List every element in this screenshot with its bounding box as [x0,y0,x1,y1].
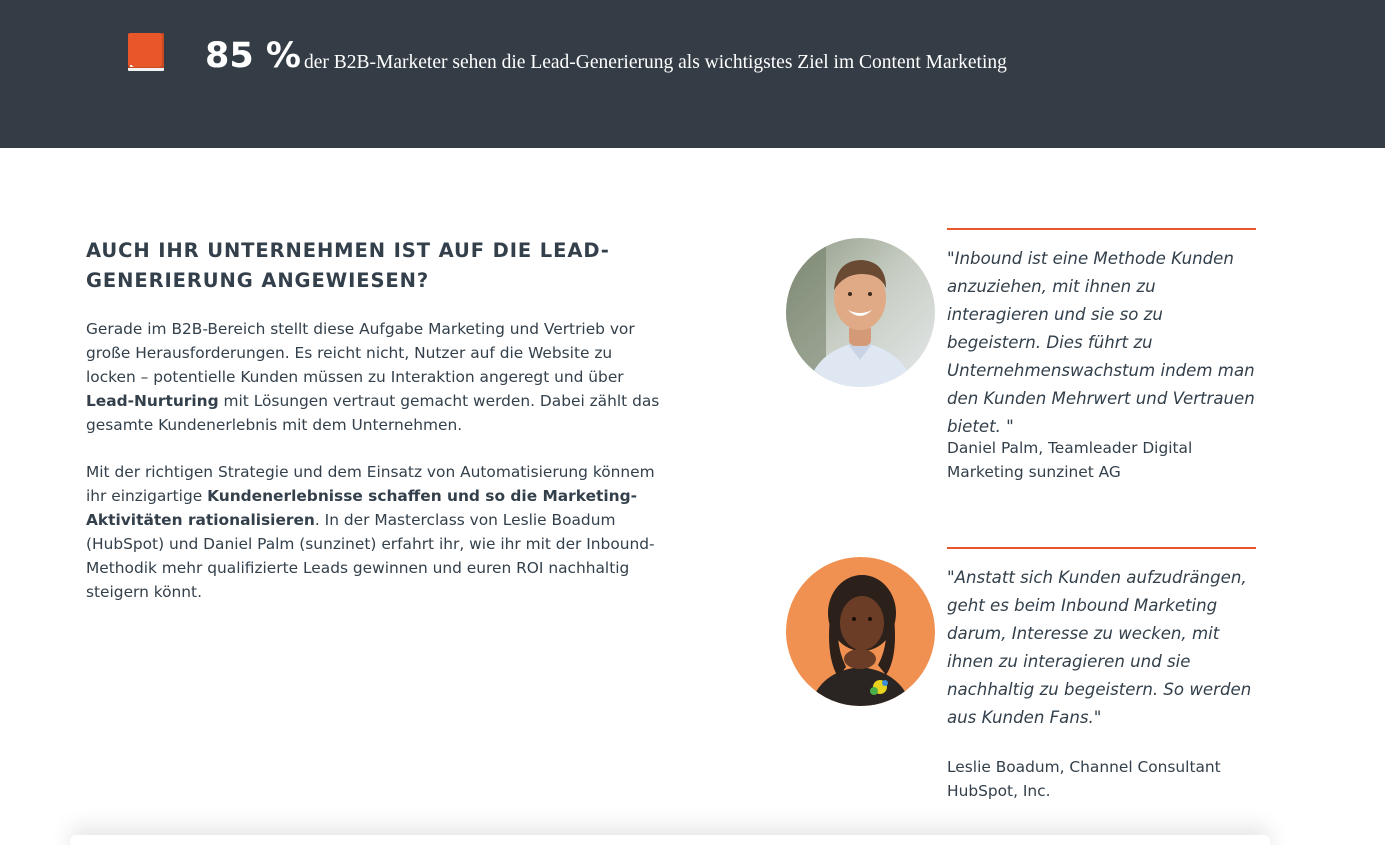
paragraph-text: . In der Masterclass von Leslie Boadum (HubSpot) und Daniel Palm (sunzinet) erfahrt ihr, wie ihr mit der Inbound-Methodik mehr qualifizierte Leads gewinnen und euren ROI nachhaltig steigern könnt. [86,511,655,601]
accent-divider [947,547,1256,549]
testimonial-quote: "Inbound ist eine Methode Kunden anzuziehen, mit ihnen zu interagieren und sie so zu begeistern. Dies führt zu Unternehmenswachstum indem man den Kunden Mehrwert und Vertrauen bietet. " [947,249,1255,436]
testimonial-quote: "Anstatt sich Kunden aufzudrängen, geht es beim Inbound Marketing darum, Interesse zu wecken, mit ihnen zu interagieren und sie nachhaltig zu begeistern. So werden aus Kunden Fans." [947,568,1252,727]
next-section-card [70,835,1270,845]
avatar [786,238,935,387]
testimonial-author: Leslie Boadum, Channel Consultant HubSpot, Inc. [947,758,1221,800]
book-icon [127,31,165,72]
stat-description: der B2B-Marketer sehen die Lead-Generierung als wichtigstes Ziel im Content Marketing [304,52,1007,73]
paragraph-bold-text: Lead-Nurturing [86,392,219,410]
stat-banner [0,0,1385,148]
testimonial-author: Daniel Palm, Teamleader Digital Marketing sunzinet AG [947,439,1193,481]
testimonial-leslie-boadum [786,547,1266,817]
stat-number: 85 % [205,36,301,76]
section-heading: AUCH IHR UNTERNEHMEN IST AUF DIE LEAD-GENERIERUNG ANGEWIESEN? [86,239,610,292]
paragraph-text: Gerade im B2B-Bereich stellt diese Aufgabe Marketing und Vertrieb vor große Herausforderungen. Es reicht nicht, Nutzer auf die Website zu locken – potentielle Kunden müssen zu Interaktion angeregt und über [86,320,635,386]
paragraph-text: Mit der richtigen Strategie und dem Einsatz von Automatisierung könnem ihr einzigartige [86,463,655,505]
testimonial-daniel-palm [786,228,1266,498]
intro-paragraph-1 [86,317,666,437]
paragraph-bold-text: Kundenerlebnisse schaffen und so die Marketing-Aktivitäten rationalisieren [86,487,638,529]
accent-divider [947,228,1256,230]
intro-paragraph-2 [86,460,666,604]
paragraph-text: mit Lösungen vertraut gemacht werden. Dabei zählt das gesamte Kundenerlebnis mit dem Unternehmen. [86,392,660,434]
avatar [786,557,935,706]
